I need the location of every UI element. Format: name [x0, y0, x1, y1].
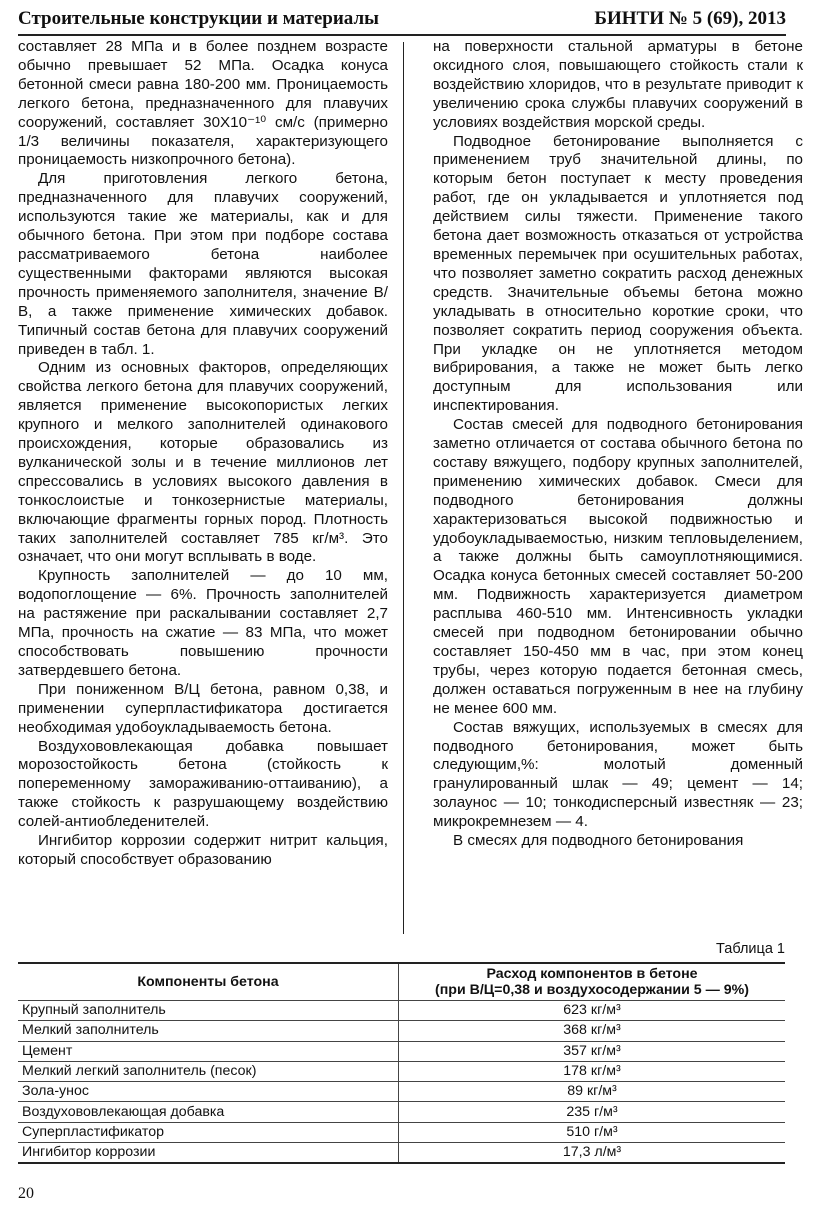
table-row — [18, 1021, 785, 1041]
column-header-consumption — [399, 963, 786, 1001]
paragraph: Крупность заполнителей — до 10 мм, водопоглощение — 6%. Прочность заполнителей на растяжение при раскалывании составляет 2,7 МПа, прочность на сжатие — 83 МПа, что может способствовать повышению прочности затвердевшего бетона. — [18, 567, 388, 679]
component-name: Зола-унос — [18, 1082, 399, 1102]
journal-section-title: Строительные конструкции и материалы — [18, 8, 379, 29]
paragraph: Состав вяжущих, используемых в смесях для подводного бетонирования, может быть следующим,%: молотый доменный гранулированный шлак — 49; цемент — 14; золаунос — 10; тонкодисперсный известняк — 23; микрокремнезем — 4. — [433, 718, 803, 831]
column-divider — [403, 42, 404, 934]
page-number: 20 — [18, 1185, 34, 1202]
component-amount: 368 кг/м³ — [399, 1021, 786, 1041]
running-header — [18, 8, 786, 36]
paragraph: Воздухововлекающая добавка повышает морозостойкость бетона (стойкость к попеременному замораживанию-оттаиванию), а также стойкость к разрушающему воздействию солей-антиобледенителей. — [18, 737, 388, 831]
table-row — [18, 1122, 785, 1142]
table-caption: Таблица 1 — [716, 941, 785, 957]
component-name: Цемент — [18, 1041, 399, 1061]
right-text-column — [433, 38, 803, 851]
component-name: Ингибитор коррозии — [18, 1143, 399, 1164]
paragraph: Ингибитор коррозии содержит нитрит кальция, который способствует образованию — [18, 832, 388, 868]
header-line: Расход компонентов в бетоне — [486, 966, 698, 982]
component-name: Суперпластификатор — [18, 1122, 399, 1142]
journal-issue: БИНТИ № 5 (69), 2013 — [594, 8, 786, 29]
paragraph: Одним из основных факторов, определяющих свойства легкого бетона для плавучих сооружений, является применение высокопористых легких крупного и мелкого заполнителей одинакового происхождения, которые образовались из вулканической золы и в течение миллионов лет спрессовались в условиях высокого давления в тонкослоистые и тонкозернистые материалы, включающие фрагменты горных пород. Плотность таких заполнителей составляет 785 кг/м³. Это означает, что они могут всплывать в воде. — [18, 359, 388, 566]
component-name: Воздухововлекающая добавка — [18, 1102, 399, 1122]
left-text-column — [18, 38, 388, 870]
component-amount: 17,3 л/м³ — [399, 1143, 786, 1164]
component-name: Мелкий легкий заполнитель (песок) — [18, 1061, 399, 1081]
table-row — [18, 1001, 785, 1021]
component-amount: 235 г/м³ — [399, 1102, 786, 1122]
paragraph: составляет 28 МПа и в более позднем возрасте обычно превышает 52 МПа. Осадка конуса бетонной смеси равна 180-200 мм. Проницаемость легкого бетона, предназначенного для плавучих сооружений, составляет 30Х10⁻¹⁰ см/с (примерно 1/3 величины показателя, характеризующего проницаемость низкопрочного бетона). — [18, 38, 388, 169]
component-amount: 178 кг/м³ — [399, 1061, 786, 1081]
table-header-row — [18, 963, 785, 1001]
paragraph: Состав смесей для подводного бетонирования заметно отличается от состава обычного бетона по составу вяжущего, подбору крупных заполнителей, применению химических добавок. Смеси для подводного бетонирования должны характеризоваться высокой подвижностью и удобоукладываемостью, низким тепловыделением, а также должны быть самоуплотняющимися. Осадка конуса бетонных смесей составляет 50-200 мм. Подвижность характеризуется диаметром расплыва 460-510 мм. Интенсивность укладки смесей при подводном бетонировании обычно составляет 150-450 мм в час, при этом конец трубы, через которую подается бетонная смесь, должен оставаться погруженным в нее на глубину не менее 600 мм. — [433, 416, 803, 717]
table-row — [18, 1143, 785, 1164]
header-line: (при В/Ц=0,38 и воздухосодержании 5 — 9%) — [434, 982, 749, 998]
paragraph: Для приготовления легкого бетона, предназначенного для плавучих сооружений, используются такие же материалы, как и для обычного бетона. При этом при подборе состава рассматриваемого бетона наиболее существенными факторами являются высокая прочность применяемого заполнителя, значение В/В, а также применение химических добавок. Типичный состав бетона для плавучих сооружений приведен в табл. 1. — [18, 170, 388, 358]
component-amount: 623 кг/м³ — [399, 1001, 786, 1021]
paragraph: При пониженном В/Ц бетона, равном 0,38, и применении суперпластификатора достигается необходимая удобоукладываемость бетона. — [18, 680, 388, 736]
paragraph: В смесях для подводного бетонирования — [453, 832, 744, 850]
component-amount: 357 кг/м³ — [399, 1041, 786, 1061]
component-name: Мелкий заполнитель — [18, 1021, 399, 1041]
table-row — [18, 1061, 785, 1081]
component-amount: 510 г/м³ — [399, 1122, 786, 1142]
table-row — [18, 1082, 785, 1102]
table-row — [18, 1102, 785, 1122]
table-row — [18, 1041, 785, 1061]
component-name: Крупный заполнитель — [18, 1001, 399, 1021]
paragraph: Подводное бетонирование выполняется с применением труб значительной длины, по которым бетон поступает к месту проведения работ, где он укладывается и уплотняется под действием силы тяжести. Применение такого бетона дает возможность отказаться от устройства временных перемычек при осушительных работах, что позволяет заметно сократить расход денежных средств. Значительные объемы бетона можно укладывать в относительно короткие сроки, что позволяет сократить период сооружения объекта. При укладке он не уплотняется методом вибрирования, а также не может быть легко доступным для использования или инспектирования. — [433, 132, 803, 415]
column-header-components: Компоненты бетона — [18, 963, 399, 1001]
concrete-components-table — [18, 962, 785, 1164]
component-amount: 89 кг/м³ — [399, 1082, 786, 1102]
paragraph: на поверхности стальной арматуры в бетоне оксидного слоя, повышающего стойкость стали к воздействию хлоридов, что в результате приводит к увеличению срока службы плавучих сооружений в условиях воздействия морской среды. — [433, 38, 803, 131]
